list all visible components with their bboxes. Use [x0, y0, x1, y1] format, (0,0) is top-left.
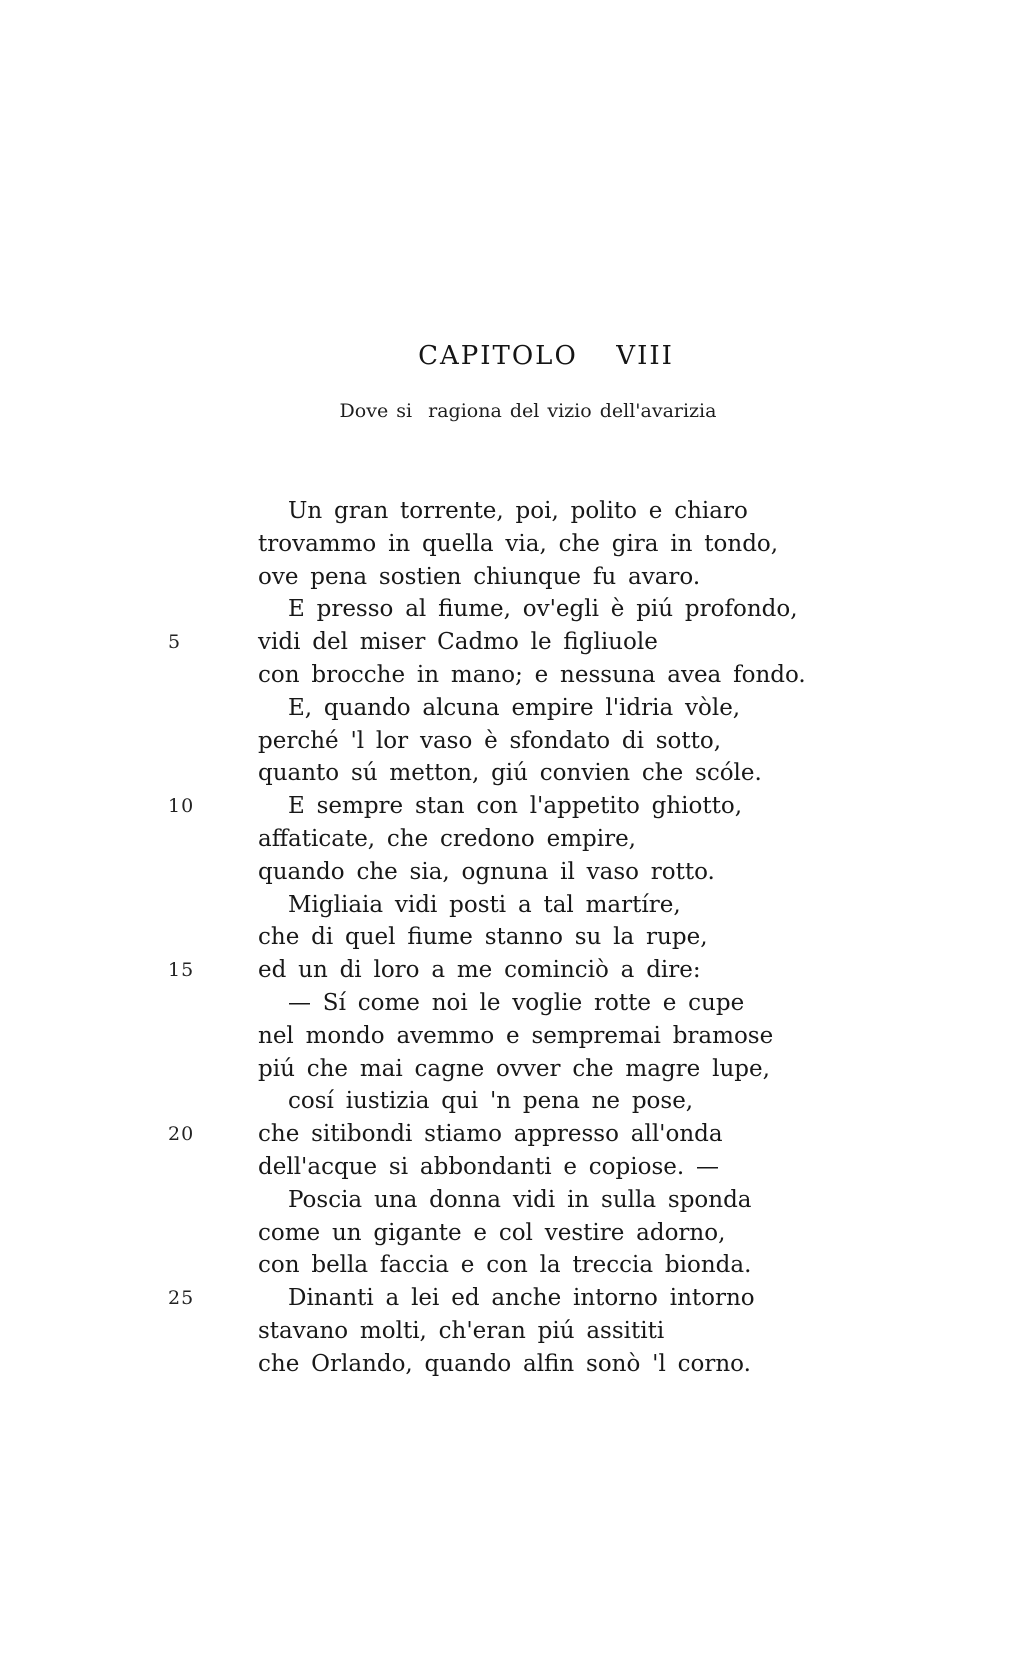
verse-line: cosí iustizia qui 'n pena ne pose, [288, 1088, 694, 1115]
poem-body [0, 495, 1020, 1381]
verse-line: ed un di loro a me cominciò a dire: [258, 957, 701, 984]
poem-line [0, 1151, 1020, 1184]
verse-line: E, quando alcuna empire l'idria vòle, [288, 694, 741, 721]
verse-line: Dinanti a lei ed anche intorno intorno [288, 1285, 755, 1312]
verse-line: con brocche in mano; e nessuna avea fondo. [258, 661, 806, 688]
line-number: 10 [168, 795, 195, 818]
verse-line: piú che mai cagne ovver che magre lupe, [258, 1055, 770, 1082]
poem-line [0, 757, 1020, 790]
poem-line [0, 1315, 1020, 1348]
line-number: 15 [168, 959, 195, 982]
poem-line [0, 954, 1020, 987]
verse-line: quando che sia, ognuna il vaso rotto. [258, 858, 715, 885]
line-number: 5 [168, 631, 182, 654]
poem-line [0, 561, 1020, 594]
poem-line [0, 1184, 1020, 1217]
verse-line: affaticate, che credono empire, [258, 825, 636, 852]
line-number: 25 [168, 1287, 195, 1310]
verse-line: Un gran torrente, poi, polito e chiaro [288, 498, 748, 524]
poem-line [0, 626, 1020, 659]
poem-line [0, 1348, 1020, 1381]
poem-line [0, 1085, 1020, 1118]
verse-line: che di quel fiume stanno su la rupe, [258, 924, 708, 951]
verse-line: E sempre stan con l'appetito ghiotto, [288, 793, 743, 820]
poem-line [0, 1217, 1020, 1250]
poem-line [0, 1020, 1020, 1053]
poem-line [0, 725, 1020, 758]
verse-line: vidi del miser Cadmo le figliuole [258, 629, 658, 656]
verse-line: con bella faccia e con la treccia bionda. [258, 1252, 752, 1279]
poem-line [0, 856, 1020, 889]
verse-line: che Orlando, quando alfin sonò 'l corno. [258, 1350, 751, 1377]
verse-line: dell'acque si abbondanti e copiose. — [258, 1153, 719, 1180]
poem-line [0, 495, 1020, 528]
poem-line [0, 692, 1020, 725]
chapter-subtitle: Dove si ragiona del vizio dell'avarizia [339, 400, 717, 422]
chapter-title: CAPITOLO VIII [418, 341, 674, 371]
poem-line [0, 1053, 1020, 1086]
verse-line: trovammo in quella via, che gira in tondo, [258, 530, 779, 557]
poem-line [0, 1249, 1020, 1282]
verse-line: E presso al fiume, ov'egli è piú profondo, [288, 596, 798, 623]
verse-line: Migliaia vidi posti a tal martíre, [288, 891, 681, 918]
poem-line [0, 790, 1020, 823]
verse-line: ove pena sostien chiunque fu avaro. [258, 563, 701, 590]
verse-line: come un gigante e col vestire adorno, [258, 1219, 726, 1246]
poem-line [0, 659, 1020, 692]
line-number: 20 [168, 1123, 195, 1146]
poem-line [0, 1282, 1020, 1315]
poem-line [0, 1118, 1020, 1151]
poem-line [0, 921, 1020, 954]
verse-line: stavano molti, ch'eran piú assititi [258, 1317, 665, 1344]
verse-line: perché 'l lor vaso è sfondato di sotto, [258, 727, 722, 754]
verse-line: quanto sú metton, giú convien che scóle. [258, 760, 762, 787]
poem-line [0, 889, 1020, 922]
verse-line: — Sí come noi le voglie rotte e cupe [288, 989, 745, 1016]
verse-line: Poscia una donna vidi in sulla sponda [288, 1186, 752, 1213]
poem-line [0, 987, 1020, 1020]
verse-line: nel mondo avemmo e sempremai bramose [258, 1022, 774, 1049]
verse-line: che sitibondi stiamo appresso all'onda [258, 1121, 723, 1148]
poem-line [0, 528, 1020, 561]
poem-line [0, 593, 1020, 626]
poem-line [0, 823, 1020, 856]
